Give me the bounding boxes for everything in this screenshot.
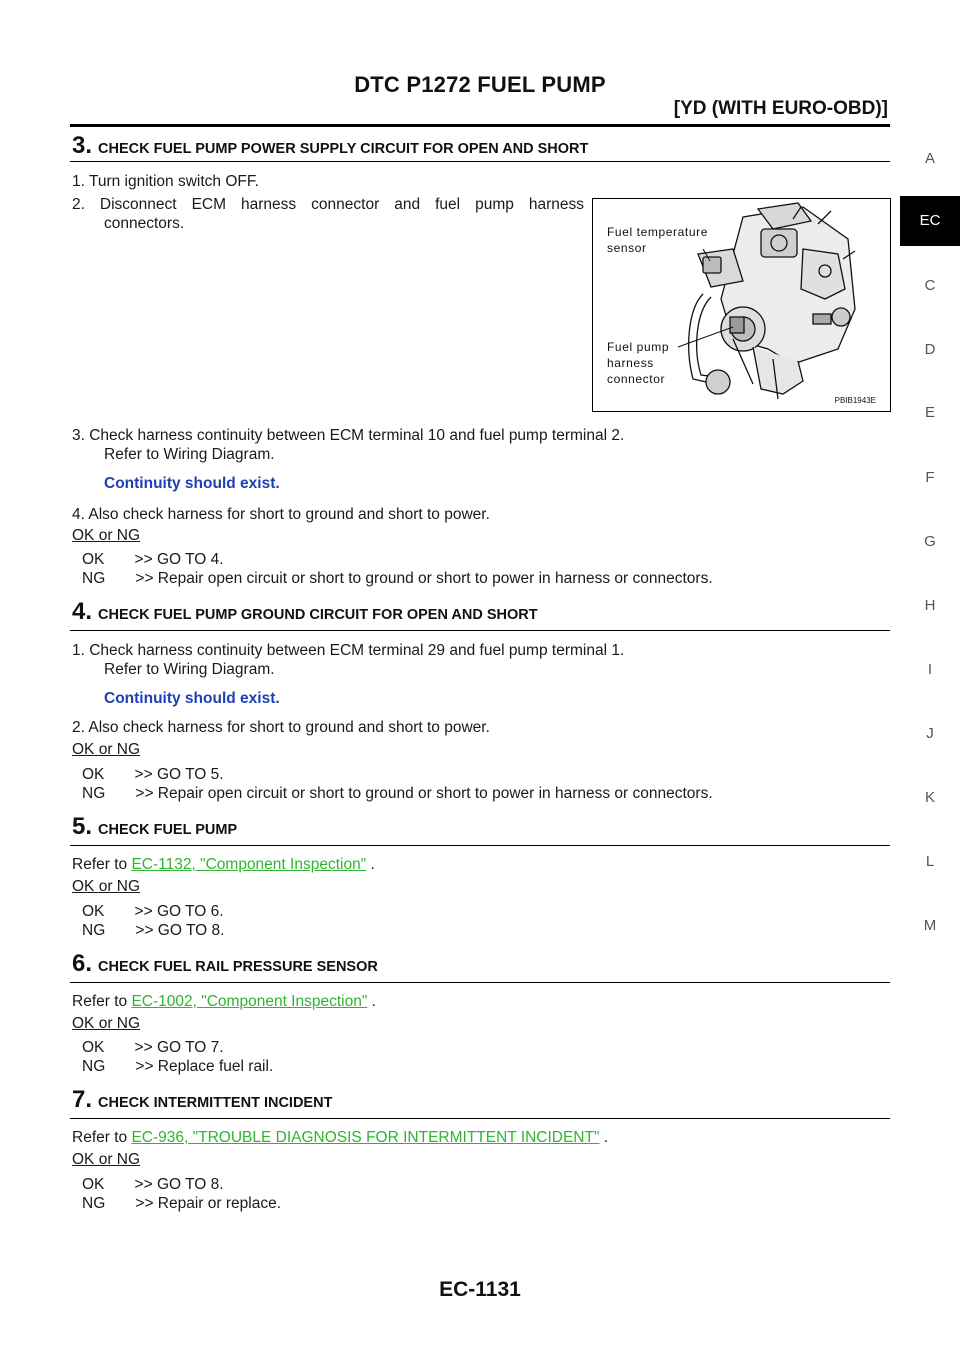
ng-result: NG >> Repair open circuit or short to ground or short to power in harness or connectors. (82, 570, 713, 587)
ok-or-ng-label: OK or NG (72, 527, 141, 544)
instruction-line: 3. Check harness continuity between ECM terminal 10 and fuel pump terminal 2. (72, 427, 625, 444)
fuel-pump-figure (592, 198, 891, 412)
ok-result: OK >> GO TO 8. (82, 1176, 224, 1193)
figure-label: Fuel pump (607, 340, 670, 354)
divider (70, 982, 890, 983)
step-6-heading (72, 950, 378, 978)
figure-id: PBIB1943E (834, 396, 876, 405)
step-number: 5. (72, 813, 93, 840)
step-title: CHECK FUEL PUMP POWER SUPPLY CIRCUIT FOR OPEN AND SHORT (98, 141, 589, 157)
instruction-line: 2. Also check harness for short to ground and short to power. (72, 719, 490, 736)
section-tab-h[interactable]: H (924, 597, 936, 614)
ok-result: OK >> GO TO 6. (82, 903, 224, 920)
spec-text: Continuity should exist. (104, 690, 280, 707)
ng-result: NG >> Replace fuel rail. (82, 1058, 274, 1075)
instruction-line: 1. Turn ignition switch OFF. (72, 173, 259, 190)
intermittent-incident-link[interactable]: EC-936, "TROUBLE DIAGNOSIS FOR INTERMITTENT INCIDENT" (131, 1129, 600, 1146)
ok-result: OK >> GO TO 5. (82, 766, 224, 783)
step-number: 6. (72, 950, 93, 977)
ng-result: NG >> Repair open circuit or short to ground or short to power in harness or connectors. (82, 785, 713, 802)
page-subtitle: [YD (WITH EURO-OBD)] (673, 98, 888, 119)
section-index (900, 0, 960, 1358)
component-inspection-link[interactable]: EC-1002, "Component Inspection" (131, 993, 368, 1010)
header-rule (70, 124, 890, 127)
step-title: CHECK FUEL PUMP (98, 822, 238, 838)
section-tab-f[interactable]: F (925, 469, 935, 486)
instruction-line: 4. Also check harness for short to ground and short to power. (72, 506, 490, 523)
step-title: CHECK FUEL RAIL PRESSURE SENSOR (98, 959, 378, 975)
step-5-heading (72, 813, 237, 841)
section-tab-i[interactable]: I (927, 661, 933, 678)
step-title: CHECK FUEL PUMP GROUND CIRCUIT FOR OPEN AND SHORT (98, 607, 538, 623)
ok-or-ng-label: OK or NG (72, 878, 141, 895)
section-tab-k[interactable]: K (924, 789, 935, 806)
step-number: 7. (72, 1086, 93, 1113)
reference-line (72, 855, 375, 875)
refer-text: Refer to (72, 856, 128, 873)
component-inspection-link[interactable]: EC-1132, "Component Inspection" (131, 856, 367, 873)
section-tab-c[interactable]: C (924, 277, 936, 294)
figure-label: harness (607, 356, 654, 370)
ok-result: OK >> GO TO 4. (82, 551, 224, 568)
ng-result: NG >> GO TO 8. (82, 922, 225, 939)
reference-line (72, 992, 376, 1012)
section-tab-m[interactable]: M (923, 917, 937, 934)
step-number: 3. (72, 132, 93, 159)
refer-text: Refer to (72, 1129, 128, 1146)
refer-suffix: . (367, 993, 376, 1010)
figure-label: connector (607, 372, 666, 386)
section-tab-j[interactable]: J (926, 725, 934, 742)
refer-suffix: . (599, 1129, 609, 1146)
divider (70, 630, 890, 631)
instruction-line: Refer to Wiring Diagram. (104, 661, 275, 678)
step-3-heading (72, 132, 588, 160)
ng-result: NG >> Repair or replace. (82, 1195, 282, 1212)
ok-or-ng-label: OK or NG (72, 741, 141, 758)
instruction-line: connectors. (104, 215, 185, 232)
step-4-heading (72, 598, 538, 626)
refer-suffix: . (366, 856, 375, 873)
page-title: DTC P1272 FUEL PUMP (354, 72, 606, 97)
instruction-line: Refer to Wiring Diagram. (104, 446, 275, 463)
step-number: 4. (72, 598, 93, 625)
section-tab-d[interactable]: D (924, 341, 936, 358)
divider (70, 1118, 890, 1119)
page-number: EC-1131 (439, 1278, 521, 1301)
reference-line (72, 1128, 608, 1148)
section-tab-e[interactable]: E (924, 404, 935, 421)
figure-label: Fuel temperature (607, 225, 708, 239)
ok-or-ng-label: OK or NG (72, 1015, 141, 1032)
section-tab-a[interactable]: A (924, 150, 935, 167)
section-tab-l[interactable]: L (925, 853, 935, 870)
section-tab-g[interactable]: G (924, 533, 936, 550)
ok-or-ng-label: OK or NG (72, 1151, 141, 1168)
spec-text: Continuity should exist. (104, 475, 280, 492)
step-7-heading (72, 1086, 332, 1114)
divider (70, 845, 890, 846)
ok-result: OK >> GO TO 7. (82, 1039, 224, 1056)
figure-label: sensor (607, 241, 647, 255)
refer-text: Refer to (72, 993, 128, 1010)
section-tab-ec[interactable]: EC (900, 196, 960, 246)
divider (70, 161, 890, 162)
instruction-line: 2. Disconnect ECM harness connector and fuel pump harness (72, 196, 584, 213)
instruction-line: 1. Check harness continuity between ECM terminal 29 and fuel pump terminal 1. (72, 642, 625, 659)
step-title: CHECK INTERMITTENT INCIDENT (98, 1095, 333, 1111)
